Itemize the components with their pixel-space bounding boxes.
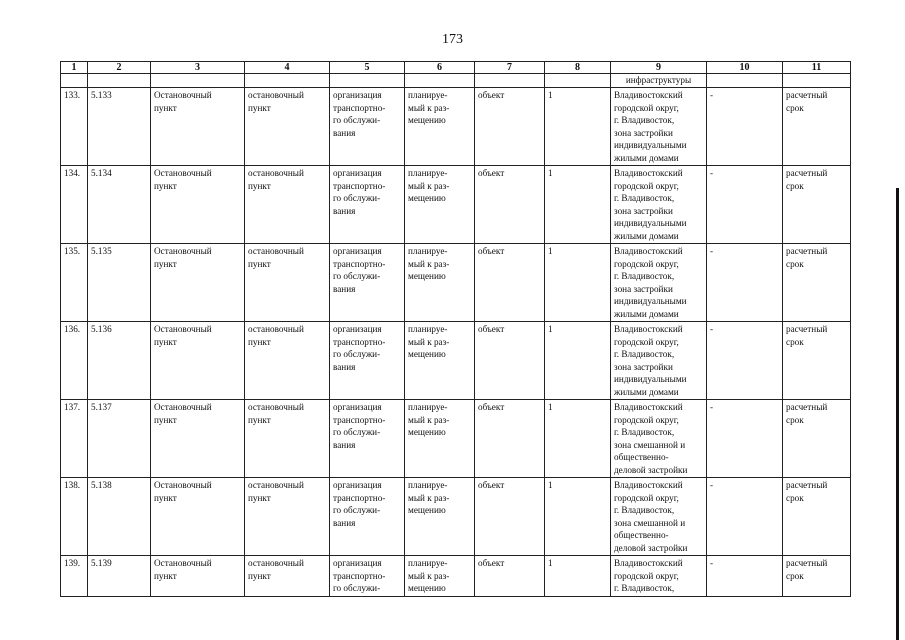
- table-cell: расчетный срок: [783, 244, 851, 322]
- table-cell: [545, 74, 611, 88]
- table-cell: -: [707, 88, 783, 166]
- table-cell: -: [707, 478, 783, 556]
- table-cell: [707, 74, 783, 88]
- column-header: 8: [545, 62, 611, 74]
- table-cell: 1: [545, 88, 611, 166]
- column-header: 5: [330, 62, 405, 74]
- table-cell: 5.136: [88, 322, 151, 400]
- table-cell: 1: [545, 478, 611, 556]
- table-cell: планируе- мый к раз- мещению: [405, 478, 475, 556]
- table-row: [61, 166, 851, 244]
- table-cell: 5.137: [88, 400, 151, 478]
- table-cell: объект: [475, 478, 545, 556]
- table-cell: объект: [475, 88, 545, 166]
- table-cell: [783, 74, 851, 88]
- table-cell: остановочный пункт: [245, 88, 330, 166]
- table-cell: планируе- мый к раз- мещению: [405, 556, 475, 597]
- table-cell: [475, 74, 545, 88]
- table-cell: [61, 74, 88, 88]
- table-cell: -: [707, 556, 783, 597]
- table-cell: Владивостокский городской округ, г. Владивосток, зона смешанной и общественно- деловой застройки: [611, 400, 707, 478]
- column-header: 11: [783, 62, 851, 74]
- table-cell: 134.: [61, 166, 88, 244]
- table-cell: 137.: [61, 400, 88, 478]
- table-cell: остановочный пункт: [245, 166, 330, 244]
- table-cell: объект: [475, 400, 545, 478]
- table-cell: расчетный срок: [783, 322, 851, 400]
- page-number: 173: [442, 32, 463, 47]
- column-header: 7: [475, 62, 545, 74]
- table-cell: 5.133: [88, 88, 151, 166]
- table-cell: 1: [545, 556, 611, 597]
- table-cell: 5.134: [88, 166, 151, 244]
- table-row: [61, 88, 851, 166]
- table-cell: инфраструктуры: [611, 74, 707, 88]
- table-cell: остановочный пункт: [245, 322, 330, 400]
- table-cell: расчетный срок: [783, 478, 851, 556]
- table-cell: остановочный пункт: [245, 400, 330, 478]
- table-cell: Владивостокский городской округ, г. Владивосток, зона смешанной и общественно- деловой застройки: [611, 478, 707, 556]
- table-cell: 1: [545, 400, 611, 478]
- table-cell: 1: [545, 166, 611, 244]
- table-cell: объект: [475, 556, 545, 597]
- table-cell: расчетный срок: [783, 166, 851, 244]
- table-cell: Владивостокский городской округ, г. Владивосток, зона застройки индивидуальными жилыми домами: [611, 322, 707, 400]
- table-cell: [330, 74, 405, 88]
- table-row: [61, 400, 851, 478]
- table-cell: 135.: [61, 244, 88, 322]
- column-header: 4: [245, 62, 330, 74]
- table-cell: объект: [475, 166, 545, 244]
- table-cell: -: [707, 166, 783, 244]
- table-row: [61, 556, 851, 597]
- table-cell: 1: [545, 244, 611, 322]
- table-cell: планируе- мый к раз- мещению: [405, 166, 475, 244]
- table-cell: 5.135: [88, 244, 151, 322]
- scan-edge-bar: [896, 188, 899, 640]
- column-header: 3: [151, 62, 245, 74]
- table-cell: планируе- мый к раз- мещению: [405, 88, 475, 166]
- table-cell: -: [707, 244, 783, 322]
- continuation-row: [61, 74, 851, 88]
- table-cell: расчетный срок: [783, 400, 851, 478]
- table-cell: организация транспортно- го обслужи-: [330, 556, 405, 597]
- table-cell: Остановочный пункт: [151, 322, 245, 400]
- table-cell: Владивостокский городской округ, г. Владивосток,: [611, 556, 707, 597]
- table-cell: объект: [475, 322, 545, 400]
- column-header: 9: [611, 62, 707, 74]
- column-header: 6: [405, 62, 475, 74]
- table-cell: организация транспортно- го обслужи- вания: [330, 166, 405, 244]
- table-cell: Владивостокский городской округ, г. Владивосток, зона застройки индивидуальными жилыми домами: [611, 88, 707, 166]
- table-row: [61, 244, 851, 322]
- table-cell: организация транспортно- го обслужи- вания: [330, 244, 405, 322]
- table-cell: Владивостокский городской округ, г. Владивосток, зона застройки индивидуальными жилыми домами: [611, 244, 707, 322]
- table-cell: расчетный срок: [783, 556, 851, 597]
- table-cell: планируе- мый к раз- мещению: [405, 322, 475, 400]
- header-row: [61, 62, 851, 74]
- column-header: 2: [88, 62, 151, 74]
- table-cell: планируе- мый к раз- мещению: [405, 244, 475, 322]
- table-cell: Владивостокский городской округ, г. Владивосток, зона застройки индивидуальными жилыми домами: [611, 166, 707, 244]
- objects-table: [60, 61, 851, 597]
- table-cell: остановочный пункт: [245, 556, 330, 597]
- table-cell: расчетный срок: [783, 88, 851, 166]
- table-cell: организация транспортно- го обслужи- вания: [330, 322, 405, 400]
- table-cell: [405, 74, 475, 88]
- column-header: 10: [707, 62, 783, 74]
- table-cell: 138.: [61, 478, 88, 556]
- table-cell: -: [707, 322, 783, 400]
- table-cell: объект: [475, 244, 545, 322]
- table-cell: 5.138: [88, 478, 151, 556]
- table-cell: организация транспортно- го обслужи- вания: [330, 400, 405, 478]
- table-cell: -: [707, 400, 783, 478]
- table-cell: организация транспортно- го обслужи- вания: [330, 478, 405, 556]
- table-cell: [151, 74, 245, 88]
- table-cell: 1: [545, 322, 611, 400]
- table-cell: [88, 74, 151, 88]
- table-cell: остановочный пункт: [245, 478, 330, 556]
- table-cell: остановочный пункт: [245, 244, 330, 322]
- table-cell: Остановочный пункт: [151, 556, 245, 597]
- table-cell: 133.: [61, 88, 88, 166]
- table-cell: 5.139: [88, 556, 151, 597]
- table-cell: 139.: [61, 556, 88, 597]
- table-cell: планируе- мый к раз- мещению: [405, 400, 475, 478]
- table-cell: Остановочный пункт: [151, 88, 245, 166]
- column-header: 1: [61, 62, 88, 74]
- table-cell: Остановочный пункт: [151, 478, 245, 556]
- table-row: [61, 322, 851, 400]
- table-row: [61, 478, 851, 556]
- table-cell: Остановочный пункт: [151, 244, 245, 322]
- table-cell: 136.: [61, 322, 88, 400]
- table-cell: Остановочный пункт: [151, 400, 245, 478]
- table-cell: [245, 74, 330, 88]
- table-cell: организация транспортно- го обслужи- вания: [330, 88, 405, 166]
- table-cell: Остановочный пункт: [151, 166, 245, 244]
